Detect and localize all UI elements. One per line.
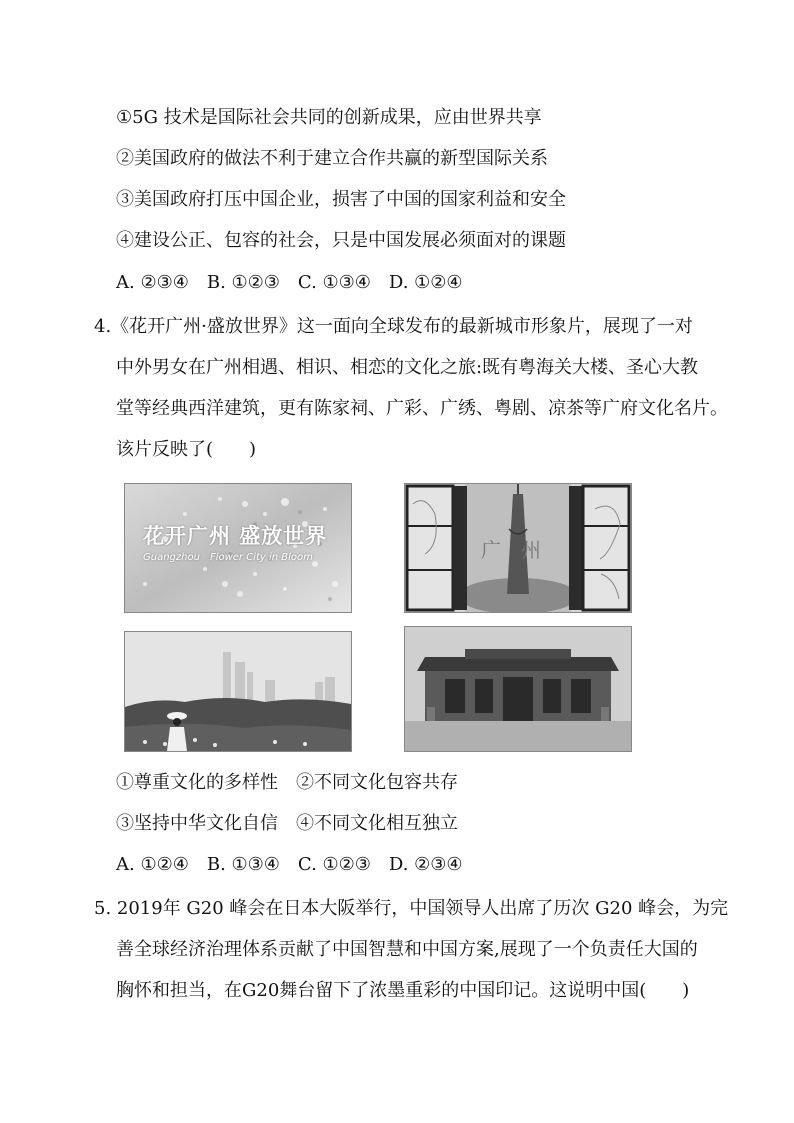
q4-stem-line-1: 4.《花开广州·盛放世界》这一面向全球发布的最新城市形象片，展现了一对 (94, 316, 693, 337)
q4-stem-line-3: 堂等经典西洋建筑，更有陈家祠、广彩、广绣、粤剧、凉茶等广府文化名片。 (116, 398, 728, 419)
photo-calligraphy: 广 州 (481, 538, 541, 562)
photo-skyline-viewer (124, 631, 352, 752)
q4-answer-choices: A. ①②④ B. ①③④ C. ①②③ D. ②③④ (116, 854, 463, 875)
q3-option-1: ①5G 技术是国际社会共同的创新成果，应由世界共享 (116, 107, 542, 128)
photo-title-card (124, 483, 352, 613)
q4-options-line-2: ③坚持中华文化自信 ④不同文化相互独立 (116, 813, 458, 834)
photo-chen-clan-academy (404, 626, 632, 752)
q3-option-3: ③美国政府打压中国企业，损害了中国的国家利益和安全 (116, 189, 566, 210)
q5-stem-line-3: 胸怀和担当，在G20舞台留下了浓墨重彩的中国印记。这说明中国( ) (116, 980, 690, 1001)
q4-options-line-1: ①尊重文化的多样性 ②不同文化包容共存 (116, 772, 458, 793)
photo-title-en: Guangzhou Flower City in Bloom (143, 552, 313, 563)
q5-stem-line-1: 5. 2019年 G20 峰会在日本大阪举行，中国领导人出席了历次 G20 峰会，为完 (94, 898, 729, 919)
photo-canton-tower-windows (404, 483, 632, 613)
q4-stem-line-4: 该片反映了( ) (116, 439, 257, 460)
q3-option-2: ②美国政府的做法不利于建立合作共赢的新型国际关系 (116, 148, 548, 169)
q3-answer-choices: A. ②③④ B. ①②③ C. ①③④ D. ①②④ (116, 272, 463, 293)
q5-stem-line-2: 善全球经济治理体系贡献了中国智慧和中国方案,展现了一个负责任大国的 (116, 939, 698, 960)
photo-title-cn: 花开广州 盛放世界 (143, 524, 328, 548)
q3-option-4: ④建设公正、包容的社会，只是中国发展必须面对的课题 (116, 230, 566, 251)
q4-stem-line-2: 中外男女在广州相遇、相识、相恋的文化之旅:既有粤海关大楼、圣心大教 (116, 357, 699, 378)
